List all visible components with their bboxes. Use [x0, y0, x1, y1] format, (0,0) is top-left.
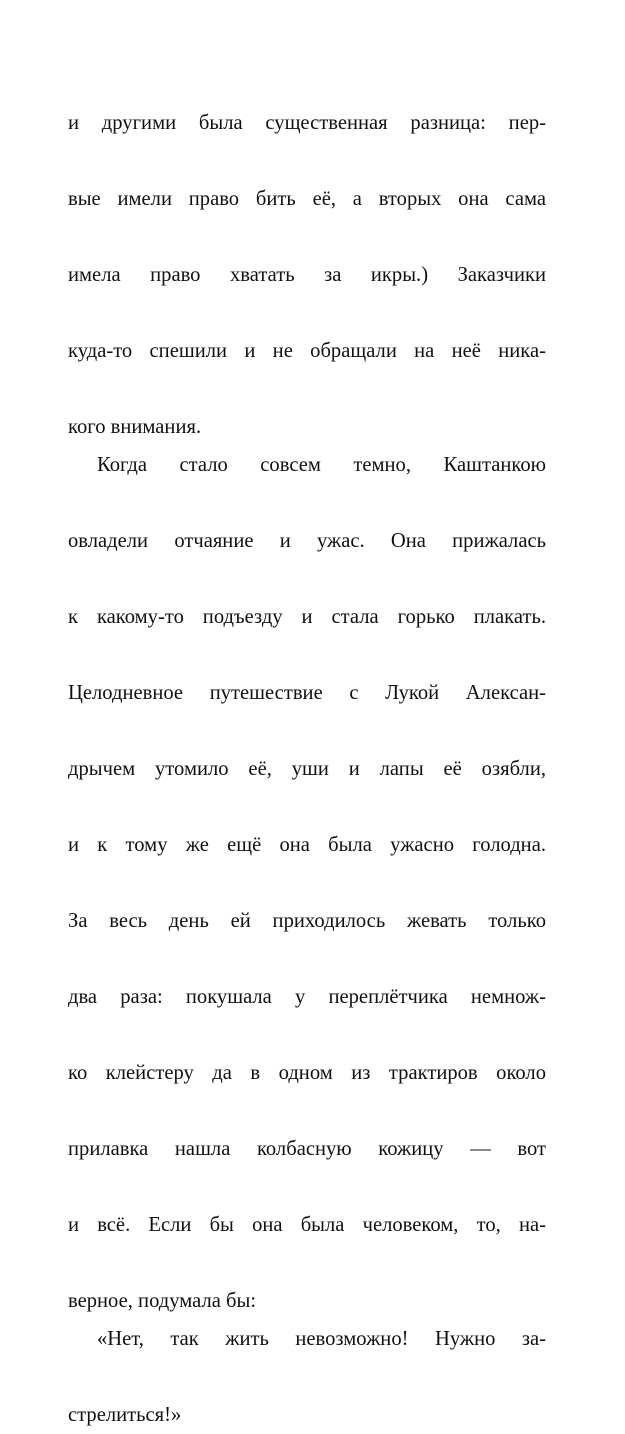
text-line: имела право хватать за икры.) Заказчики	[68, 264, 546, 286]
text-line: и всё. Если бы она была человеком, то, на-	[68, 1214, 546, 1236]
page-text-block	[68, 104, 546, 1434]
text-line: За весь день ей приходилось жевать только	[68, 910, 546, 932]
paragraph-quote	[68, 1320, 546, 1434]
text-line: «Нет, так жить невозможно! Нужно за-	[97, 1328, 546, 1350]
text-line: дрычем утомило её, уши и лапы её озябли,	[68, 758, 546, 780]
text-line: Когда стало совсем темно, Каштанкою	[97, 454, 546, 476]
text-line: ко клейстеру да в одном из трактиров около	[68, 1062, 546, 1084]
text-line: овладели отчаяние и ужас. Она прижалась	[68, 530, 546, 552]
paragraph-kogda	[68, 446, 546, 1320]
text-line: прилавка нашла колбасную кожицу — вот	[68, 1138, 546, 1160]
text-line: Целодневное путешествие с Лукой Алексан-	[68, 682, 546, 704]
text-line: к какому-то подъезду и стала горько плакать.	[68, 606, 546, 628]
text-line: и к тому же ещё она была ужасно голодна.	[68, 834, 546, 856]
text-line: стрелиться!»	[68, 1404, 182, 1426]
text-line: кого внимания.	[68, 416, 202, 438]
text-line: верное, подумала бы:	[68, 1290, 257, 1312]
text-line: два раза: покушала у переплётчика немнож-	[68, 986, 546, 1008]
text-line: вые имели право бить её, а вторых она сама	[68, 188, 546, 210]
text-line: куда-то спешили и не обращали на неё ника-	[68, 340, 546, 362]
paragraph-continuation	[68, 104, 546, 446]
text-line: и другими была существенная разница: пер-	[68, 112, 546, 134]
